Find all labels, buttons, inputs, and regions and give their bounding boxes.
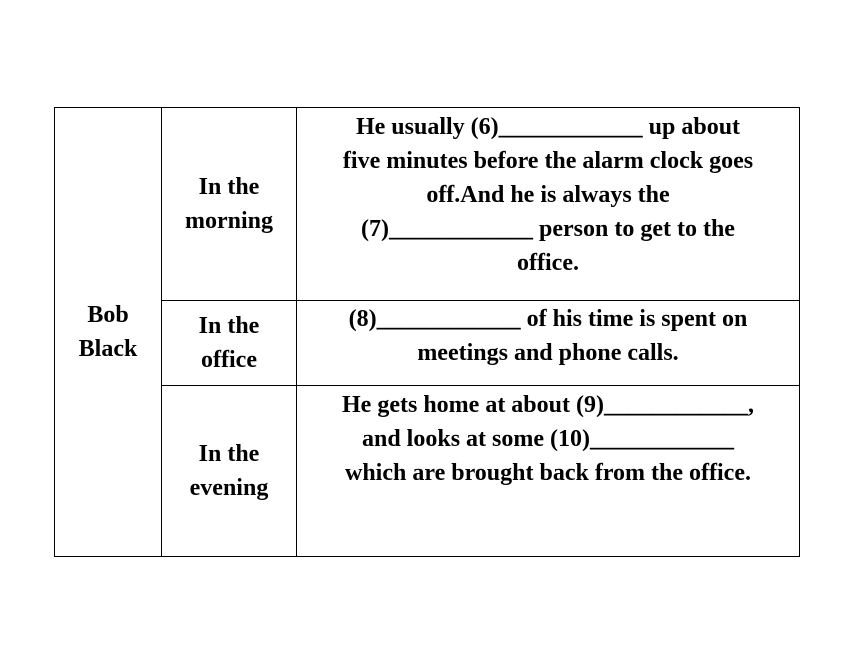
content-line: and looks at some (10)____________ <box>361 426 734 452</box>
content-line: which are brought back from the office. <box>345 460 751 486</box>
row-label-office <box>162 301 296 385</box>
content-line: (8)____________ of his time is spent on <box>348 306 748 332</box>
content-line: office. <box>517 250 579 276</box>
content-line: He gets home at about (9)____________, <box>342 392 754 418</box>
row-label-line2: evening <box>189 475 269 501</box>
content-line: meetings and phone calls. <box>417 340 679 366</box>
content-line: (7)____________ person to get to the <box>361 216 735 242</box>
content-line: five minutes before the alarm clock goes <box>342 148 754 174</box>
row-label-line1: In the <box>198 174 260 200</box>
row-label-line1: In the <box>198 441 260 467</box>
row-label-line2: office <box>201 347 257 373</box>
content-line: He usually (6)____________ up about <box>355 114 741 140</box>
row-content-morning <box>297 110 799 300</box>
row-content-evening <box>297 388 799 556</box>
row-content-office <box>297 302 799 385</box>
row-label-line1: In the <box>198 313 260 339</box>
schedule-table <box>54 107 800 557</box>
name-first: Bob <box>87 302 129 328</box>
name-last: Black <box>78 336 138 362</box>
content-line: off.And he is always the <box>426 182 670 208</box>
row-label-evening <box>162 386 296 556</box>
row-label-line2: morning <box>184 208 273 234</box>
name-cell <box>55 108 161 556</box>
row-label-morning <box>162 108 296 300</box>
